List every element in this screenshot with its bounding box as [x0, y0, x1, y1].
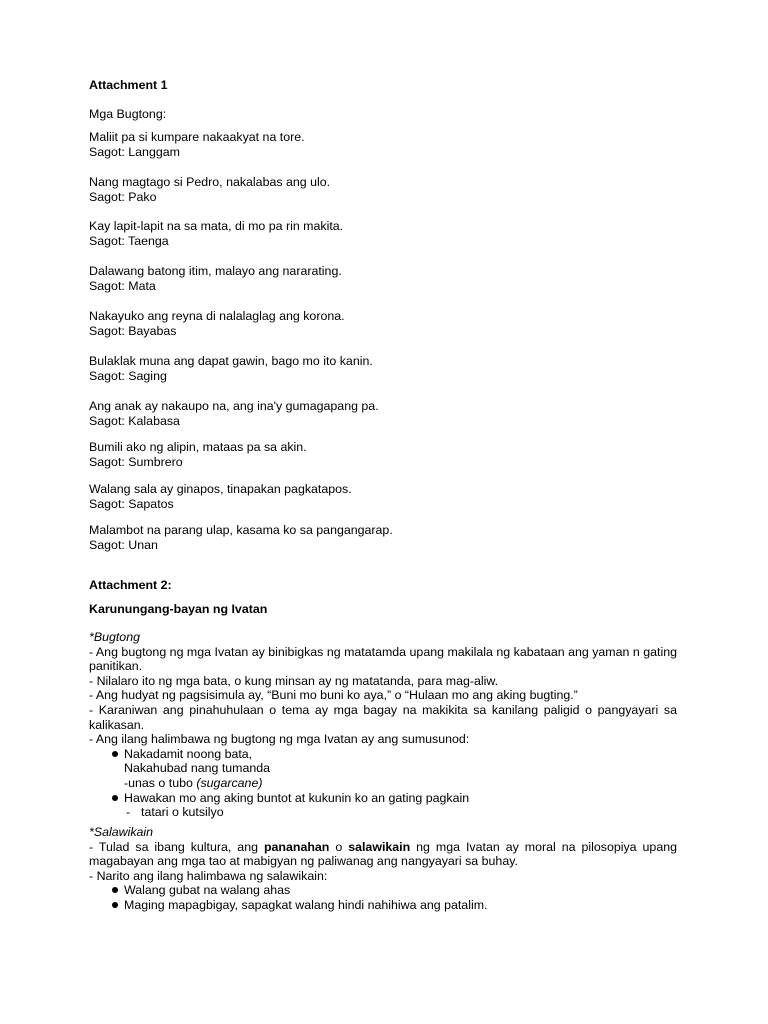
attachment2-heading: Karunungang-bayan ng Ivatan — [89, 602, 268, 616]
riddle-answer: Sagot: Pako — [89, 189, 157, 204]
riddle-answer: Sagot: Sapatos — [89, 496, 174, 511]
para-text: o — [329, 839, 349, 854]
example-answer-text: -unas o tubo — [124, 775, 197, 790]
para-text: ng mga Ivatan ay moral na pilosopiya upang magabayan ang mga tao at mabigyan ng paliwanag ang nangyayari sa buhay. — [89, 839, 677, 869]
salawikain-section — [89, 825, 677, 913]
bullet-icon — [112, 902, 118, 908]
example-answer: tatari o kutsilyo — [141, 805, 224, 820]
riddle-item — [89, 309, 677, 338]
riddle-question: Bulaklak muna ang dapat gawin, bago mo ito kanin. — [89, 354, 373, 368]
riddle-question: Nang magtago si Pedro, nakalabas ang ulo. — [89, 175, 331, 189]
riddle-item — [89, 354, 677, 383]
attachment1-subtitle: Mga Bugtong: — [89, 107, 167, 121]
salawikain-paragraph — [89, 840, 677, 869]
bullet-icon — [112, 795, 118, 801]
riddle-question: Bumili ako ng alipin, mataas pa sa akin. — [89, 440, 307, 454]
list-item — [89, 805, 677, 820]
example-line: Nakahubad nang tumanda — [124, 761, 271, 776]
riddle-item — [89, 130, 677, 159]
riddle-question: Maliit pa si kumpare nakaakyat na tore. — [89, 130, 305, 144]
bugtong-paragraph: - Ang bugtong ng mga Ivatan ay binibigkas ng matatamda upang makilala ng kabataan ang yaman n gating panitikan. — [89, 644, 677, 674]
bullet-icon — [112, 751, 118, 757]
riddle-question: Ang anak ay nakaupo na, ang ina'y gumagapang pa. — [89, 399, 379, 413]
riddle-item — [89, 264, 677, 293]
bugtong-examples — [89, 747, 677, 820]
riddle-question: Malambot na parang ulap, kasama ko sa pangangarap. — [89, 523, 393, 537]
example-line: Hawakan mo ang aking buntot at kukunin ko an gating pagkain — [124, 790, 470, 805]
salawikain-label: *Salawikain — [89, 825, 154, 839]
example-answer-italic: (sugarcane) — [196, 775, 263, 790]
example-line: Nakadamit noong bata, — [124, 746, 253, 761]
riddle-answer: Sagot: Bayabas — [89, 323, 177, 338]
attachment2-title: Attachment 2: — [89, 578, 172, 592]
bugtong-paragraph: - Ang hudyat ng pagsisimula ay, “Buni mo buni ko aya,” o “Hulaan mo ang aking bugting.” — [89, 688, 578, 703]
list-item — [89, 898, 677, 913]
riddle-answer: Sagot: Mata — [89, 278, 156, 293]
bugtong-label: *Bugtong — [89, 630, 140, 644]
list-item — [89, 791, 677, 806]
riddle-answer: Sagot: Taenga — [89, 233, 169, 248]
riddle-question: Walang sala ay ginapos, tinapakan pagkatapos. — [89, 482, 352, 496]
salawikain-paragraph: - Narito ang ilang halimbawa ng salawikain: — [89, 868, 328, 883]
riddle-answer: Sagot: Unan — [89, 537, 158, 552]
bold-term: salawikain — [348, 839, 411, 854]
riddle-question: Dalawang batong itim, malayo ang nararating. — [89, 264, 342, 278]
bullet-icon — [112, 887, 118, 893]
riddle-item — [89, 482, 677, 511]
riddle-answer: Sagot: Saging — [89, 368, 167, 383]
riddle-answer: Sagot: Kalabasa — [89, 413, 180, 428]
riddle-item — [89, 440, 677, 469]
example-line: Maging mapagbigay, sapagkat walang hindi nahihiwa ang patalim. — [124, 897, 488, 912]
riddle-question: Kay lapit-lapit na sa mata, di mo pa rin makita. — [89, 219, 344, 233]
riddle-item — [89, 399, 677, 428]
riddle-answer: Sagot: Langgam — [89, 144, 180, 159]
bugtong-paragraph: - Ang ilang halimbawa ng bugtong ng mga Ivatan ay ang sumusunod: — [89, 732, 470, 747]
example-line: Walang gubat na walang ahas — [124, 883, 291, 898]
salawikain-examples — [89, 883, 677, 912]
para-text: - Tulad sa ibang kultura, ang — [89, 839, 264, 854]
dash-marker: - — [126, 805, 131, 820]
attachment1-title: Attachment 1 — [89, 78, 168, 92]
bold-term: pananahan — [263, 839, 330, 854]
riddle-question: Nakayuko ang reyna di nalalaglag ang korona. — [89, 309, 345, 323]
list-item — [89, 747, 677, 791]
list-item — [89, 883, 677, 898]
riddle-item — [89, 175, 677, 204]
riddle-item — [89, 523, 677, 552]
bugtong-paragraph: - Nilalaro ito ng mga bata, o kung minsan ay ng matatanda, para mag-aliw. — [89, 673, 499, 688]
example-answer — [124, 776, 677, 791]
bugtong-paragraph: - Karaniwan ang pinahuhulaan o tema ay mga bagay na makikita sa kanilang paligid o pangyayari sa kalikasan. — [89, 702, 677, 732]
riddle-item — [89, 219, 677, 248]
bugtong-section — [89, 630, 677, 820]
riddle-answer: Sagot: Sumbrero — [89, 454, 183, 469]
